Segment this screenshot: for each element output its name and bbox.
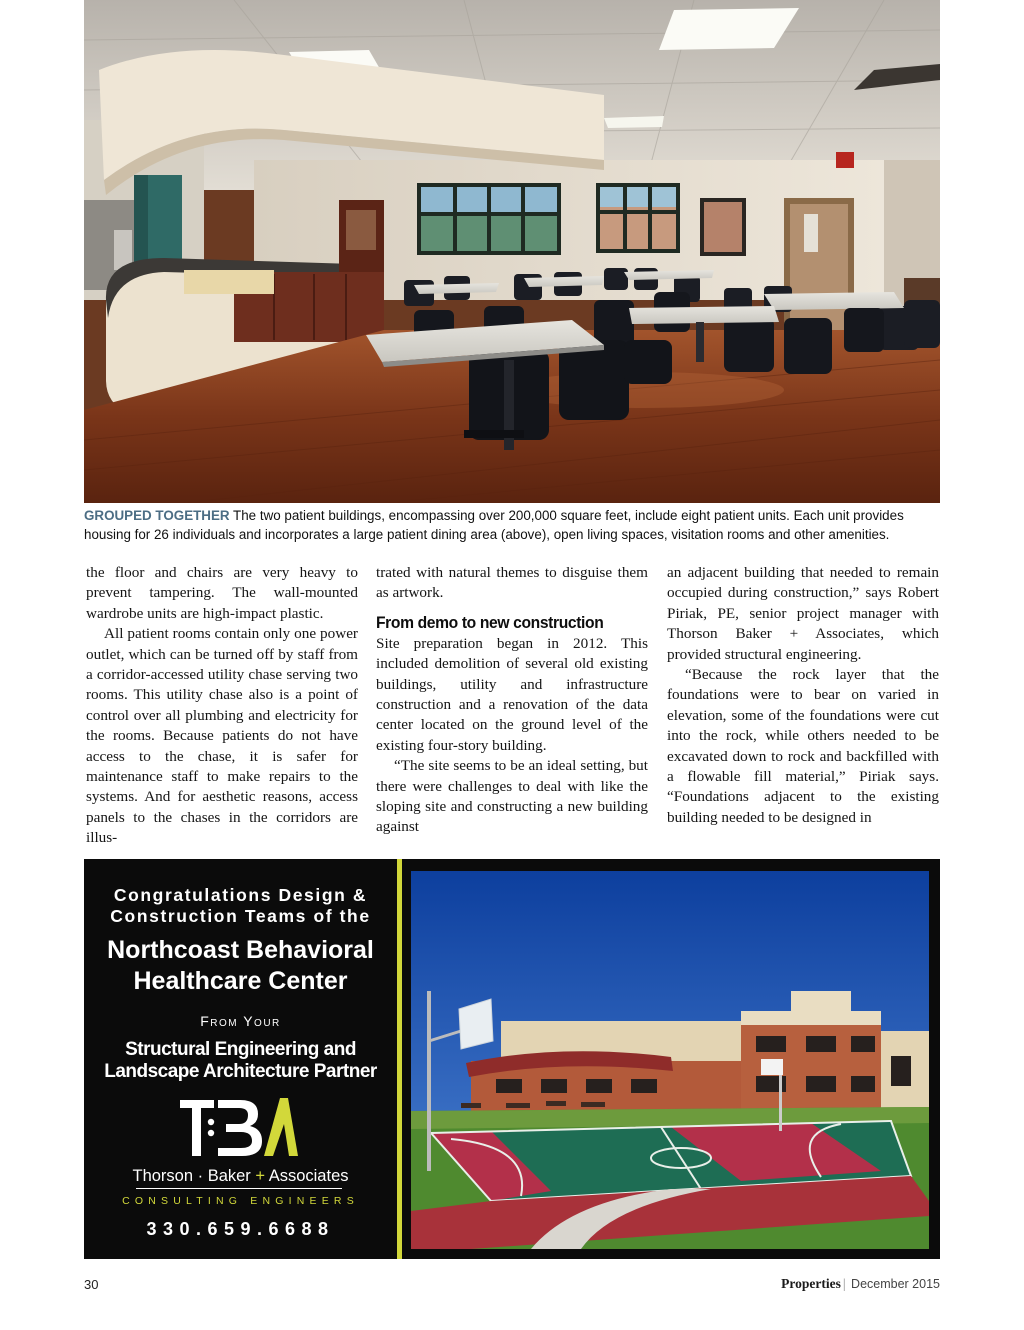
ad-firm-name (84, 1167, 397, 1186)
paragraph: the floor and chairs are very heavy to prevent tampering. The wall-mounted wardrobe units are high-impact plastic. (86, 564, 358, 622)
tba-logo-icon (180, 1096, 298, 1158)
ad-phone-number: 330.659.6688 (146, 1219, 335, 1239)
paragraph: an adjacent building that needed to remain occupied during construction,” says Robert Piriak, PE, senior project manager with Thorson Baker + Associates, which provided structural engineering. (667, 564, 939, 663)
ad-divider (136, 1188, 342, 1189)
ad-center-name-line: Healthcare Center (133, 967, 348, 995)
paragraph: All patient rooms contain only one power outlet, which can be turned off by staff from a corridor-accessed utility chase serving two rooms. This utility chase also is a point of control over all plumbing and electricity for the rooms. Because patients do not have access to the chase, it is safer for maintenance staff to make repairs to the systems. And for aesthetic reasons, access panels to the chases in the corridors are illus- (86, 625, 358, 847)
paragraph: trated with natural themes to disguise them as artwork. (376, 564, 648, 602)
page-number: 30 (84, 1277, 99, 1292)
ad-congratulations-line: Construction Teams of the (110, 906, 371, 926)
caption-lead: GROUPED TOGETHER (84, 508, 230, 523)
paragraph: “The site seems to be an ideal setting, but there were challenges to deal with like the sloping site and constructing a new building against (376, 757, 648, 836)
ad-accent-rule (397, 859, 402, 1259)
ad-firm-name-part: Associates (265, 1167, 349, 1185)
ad-consulting-engineers: CONSULTING ENGINEERS (122, 1195, 359, 1207)
ad-center-name-line: Northcoast Behavioral (107, 936, 374, 964)
ad-center-name (84, 935, 397, 997)
separator: | (842, 1276, 846, 1291)
article-column-1 (86, 563, 358, 849)
section-heading: From demo to new construction (376, 612, 604, 632)
ad-partner-line: Landscape Architecture Partner (104, 1061, 377, 1082)
ad-partner (84, 1039, 397, 1083)
ad-from: From Your (200, 1013, 281, 1029)
ad-congratulations-line: Congratulations Design & (113, 885, 368, 905)
ad-courtyard-photo (411, 871, 929, 1249)
article-column-3 (667, 563, 939, 828)
ad-partner-line: Structural Engineering and (125, 1039, 356, 1060)
advertisement (84, 859, 940, 1259)
ad-congratulations (84, 885, 397, 927)
issue-date: December 2015 (847, 1277, 940, 1291)
paragraph: “Because the rock layer that the foundations were to bear on varied in elevation, some of the foundations were cut into the rock, while others needed to be excavated down to rock and backfilled with a flowable fill material,” Piriak says. “Foundations adjacent to the existing building needed to be designed in (667, 666, 939, 826)
ad-firm-name-part: Thorson · Baker (132, 1167, 256, 1185)
ad-text-panel (84, 859, 397, 1259)
magazine-name: Properties (781, 1276, 841, 1291)
paragraph: Site preparation began in 2012. This included demolition of several old existing buildings, utility and infrastructure construction and a renovation of the data center located on the ground level of the existing four-story building. (376, 634, 648, 754)
caption-text: The two patient buildings, encompassing over 200,000 square feet, include eight patient units. Each unit provides housing for 26 individuals and incorporates a large patient dining area (above), open living spaces, visitation rooms and other amenities. (84, 508, 904, 542)
article-column-2 (376, 563, 648, 838)
photo-caption (84, 507, 944, 544)
dining-area-photo (84, 0, 940, 503)
publication-info (781, 1276, 940, 1292)
ad-firm-plus: + (255, 1167, 266, 1185)
